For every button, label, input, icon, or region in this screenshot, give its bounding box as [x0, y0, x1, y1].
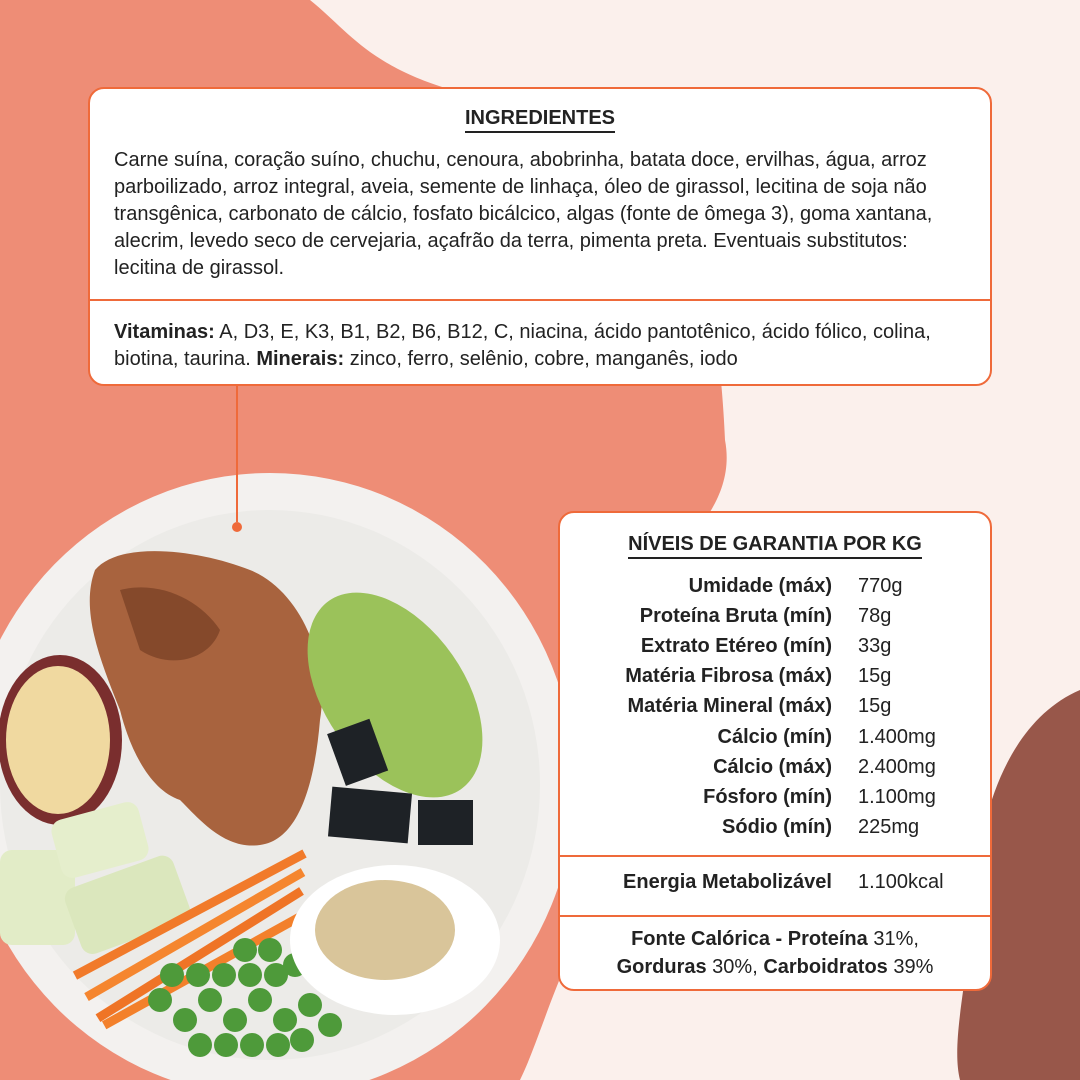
fat-label: Gorduras	[616, 956, 707, 978]
food-plate-illustration	[0, 460, 600, 1080]
levels-row	[560, 635, 994, 665]
vitamins-minerals-text	[114, 319, 970, 373]
levels-row	[560, 605, 994, 635]
levels-row-value: 33g	[858, 635, 892, 657]
levels-row-value: 78g	[858, 605, 892, 627]
levels-row-value: 15g	[858, 665, 892, 687]
minerals-list: zinco, ferro, selênio, cobre, manganês, iodo	[344, 348, 738, 370]
sweet-potato-flesh	[6, 666, 110, 814]
vitamins-list: A, D3, E, K3, B1, B2, B6, B12, C, niacina, ácido pantotênico, ácido fólico, colina, biotina, taurina.	[114, 321, 931, 370]
levels-title: NÍVEIS DE GARANTIA POR KG	[560, 533, 990, 556]
levels-row	[560, 575, 994, 605]
levels-row	[560, 786, 994, 816]
levels-row-label: Matéria Fibrosa (máx)	[625, 665, 832, 687]
levels-row	[560, 665, 994, 695]
energy-value: 1.100kcal	[858, 871, 944, 893]
levels-row-value: 15g	[858, 695, 892, 717]
levels-divider	[560, 915, 990, 917]
seaweed-piece	[328, 787, 412, 844]
levels-row-label: Sódio (mín)	[722, 816, 832, 838]
carbs-label: Carboidratos	[763, 956, 888, 978]
vitamins-label: Vitaminas:	[114, 321, 215, 343]
levels-row	[560, 816, 994, 846]
energy-row	[560, 871, 994, 901]
levels-row-label: Cálcio (mín)	[717, 726, 832, 748]
connector-line	[236, 386, 238, 522]
levels-row-value: 225mg	[858, 816, 920, 838]
protein-value: 31%,	[867, 928, 919, 950]
levels-row-label: Matéria Mineral (máx)	[627, 695, 832, 717]
ingredients-text: Carne suína, coração suíno, chuchu, cenoura, abobrinha, batata doce, ervilhas, água, arroz parboilizado, arroz integral, aveia, semente de linhaça, óleo de girassol, lecitina de soja não transgênica, carbonato de cálcio, fosfato bicálcico, algas (fonte de ômega 3), goma xantana, alecrim, levedo seco de cervejaria, açafrão da terra, pimenta preta. Eventuais substitutos: lecitina de girassol.	[114, 149, 933, 279]
levels-row-value: 1.400mg	[858, 726, 936, 748]
carbs-value: 39%	[887, 956, 934, 978]
levels-row-label: Umidade (máx)	[688, 575, 832, 597]
levels-row	[560, 756, 994, 786]
ingredients-card	[88, 87, 992, 386]
levels-row-label: Proteína Bruta (mín)	[639, 605, 832, 627]
ingredients-divider	[90, 299, 990, 301]
oats	[315, 880, 455, 980]
seaweed-piece	[418, 800, 473, 845]
levels-row-label: Extrato Etéreo (mín)	[640, 635, 832, 657]
connector-dot	[232, 522, 242, 532]
caloric-source-text	[560, 925, 990, 981]
levels-row-label: Fósforo (mín)	[703, 786, 832, 808]
levels-row	[560, 726, 994, 756]
levels-row-label: Cálcio (máx)	[713, 756, 832, 778]
levels-divider	[560, 855, 990, 857]
levels-row-value: 770g	[858, 575, 903, 597]
protein-label: Fonte Calórica - Proteína	[631, 928, 868, 950]
energy-label: Energia Metabolizável	[623, 871, 832, 893]
ingredients-title: INGREDIENTES	[90, 107, 990, 130]
levels-row	[560, 695, 994, 725]
levels-row-value: 1.100mg	[858, 786, 936, 808]
levels-row-value: 2.400mg	[858, 756, 936, 778]
fat-value: 30%,	[706, 956, 764, 978]
guarantee-levels-card	[558, 511, 992, 991]
minerals-label: Minerais:	[256, 348, 345, 370]
